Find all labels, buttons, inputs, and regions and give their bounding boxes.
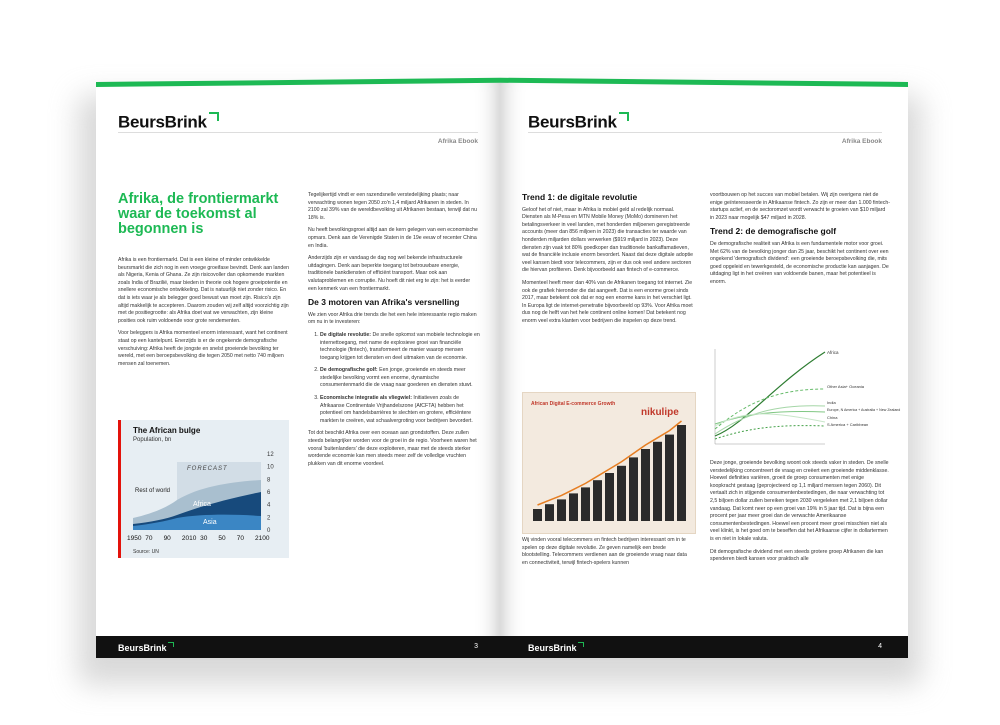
paragraph: Tegelijkertijd vindt er een razendsnelle verstedelijking plaats; naar verwachting wonen tegen 2050 zo'n 1,4 miljard Afrikanen in steden. In 2100 zal 39% van de wereldbevolking uit Afrikanen bestaan, terwijl dat nu 18% is.: [308, 192, 477, 221]
paragraph: Deze jonge, groeiende bevolking woont ook steeds vaker in steden. De snelle verstedelijking concentreert de vraag en creëert een groeiende middenklasse. Hoewel definities variëren, groeit de groep consumenten met enige koopkracht gestaag (geprojecteerd op 1,1 miljard mensen tegen 2060). Dit vertaalt zich in stijgende consumentenbestedingen, die naar verwachting tot 2,5 biljoen dollar zullen bereiken tegen 2030 vergeleken met 2,1 biljoen dollar vandaag. Dat komt neer op een groei van 19% in 5 jaar tijd. Dat is bijna een procent per jaar meer groei dan de verwachte Amerikaanse consumentenbestedingen. Hoewel een procent meer groei misschien niet als veel klinkt, is het goed om te beseffen dat het Afrikaanse cijfer in dollartermen is en niet in lokale valuta.: [710, 460, 889, 542]
paragraph: Nu heeft bevolkingsgroei altijd aan de kern gelegen van een economische opmars. Denk aan de Verenigde Staten in de 19e eeuw of recenter China en India.: [308, 227, 478, 249]
section-heading: Trend 1: de digitale revolutie: [522, 192, 638, 202]
chart-title: The African bulge: [133, 426, 201, 435]
x-tick-label: 2010: [181, 535, 197, 542]
line-africa: [715, 352, 825, 436]
chart-source: Source: UN: [133, 549, 159, 555]
list-item: 1. De digitale revolutie: De snelle opkomst van mobiele technologie en internettoegang, met name de explosieve groei van financiële technologie (fintech), transformeert de manier waarop mensen toegang krijgen tot diensten en deel uitmaken van de economie.: [320, 332, 480, 362]
header-divider: [118, 132, 478, 133]
sales-svg: [523, 393, 695, 533]
line-label: India: [827, 400, 836, 405]
section-heading: De 3 motoren van Afrika's versnelling: [308, 297, 460, 308]
page-title: Afrika, de frontiermarkt waar de toekomst al begonnen is: [118, 191, 279, 237]
line-europe: [715, 412, 825, 425]
left-col2: [308, 192, 480, 473]
x-ticks: [127, 535, 270, 542]
y-tick-label: 10: [267, 464, 274, 471]
paragraph: Voor beleggers is Afrika momenteel enorm interessant, want het continent staat op een kantelpunt. Enerzijds is er de ongekende demografische verschuiving: Afrika heeft de jongste en snelst groeiende bevolking ter wereld, met een beroepsbevolking die tegen 2050 met netto 740 miljoen mensen zal toenemen.: [118, 330, 288, 367]
bar: [629, 457, 638, 521]
x-tick-label: 70: [236, 535, 244, 542]
header-label: Afrika Ebook: [841, 138, 882, 145]
chart-brand-label: nikulipe: [641, 407, 679, 418]
x-tick-label: 50: [218, 535, 226, 542]
chart-title: African Digital E-commerce Growth: [531, 401, 616, 407]
bar: [569, 493, 578, 521]
y-tick-label: 0: [267, 528, 271, 534]
y-tick-label: 2: [267, 515, 271, 522]
label-asia: Asia: [203, 519, 217, 526]
line-india: [715, 406, 825, 434]
brand-logo: BeursBrink: [118, 112, 219, 133]
label-rest-of-world: Rest of world: [135, 488, 171, 494]
line-label: Africa: [827, 350, 839, 355]
bulge-svg: [121, 420, 289, 558]
bar: [677, 425, 686, 521]
y-tick-label: 4: [267, 502, 271, 509]
header-label: Afrika Ebook: [437, 138, 478, 145]
left-page: [96, 82, 500, 658]
paragraph: Wij vinden vooral telecommers en fintech bedrijven interessant om in te spelen op deze digitale revolutie. Ze geven namelijk een brede blootstelling. Telecommers verdienen aan de groeiende vraag naar data en connectiviteit, terwijl fintech-spelers kunnen: [522, 537, 687, 566]
bar: [653, 442, 662, 521]
y-tick-label: 6: [267, 490, 271, 496]
bar: [533, 509, 542, 521]
bar: [665, 435, 674, 521]
page-number: 4: [878, 643, 882, 650]
bar: [593, 480, 602, 521]
left-col1: [118, 257, 290, 373]
footer-tick-icon: [168, 642, 174, 647]
bar: [557, 499, 566, 521]
paragraph: Anderzijds zijn er vandaag de dag nog wel bekende infrastructurele uitdagingen. Denk aan beperkte toegang tot betrouwbare energie, traditionele bankdiensten of efficiënt transport. Maar ook aan valutaproblemen en corruptie. Nu hoeft dit niet erg te zijn: het is eerder een kenmerk van een frontiermarkt.: [308, 255, 471, 292]
x-tick-label: 30: [200, 535, 208, 542]
paragraph: We zien voor Afrika drie trends die het een hele interessante regio maken om nu in te investeren:: [308, 311, 477, 326]
section-heading: Trend 2: de demografische golf: [710, 226, 837, 237]
green-top-bar: [500, 78, 908, 87]
page-footer: [500, 636, 908, 658]
line-label: China: [827, 415, 838, 420]
x-tick-label: 90: [163, 535, 171, 542]
logo-tick-icon: [619, 112, 629, 121]
green-top-bar: [96, 78, 500, 87]
page-number: 3: [474, 643, 478, 650]
paragraph: Dit demografische dividend met een steeds grotere groep Afrikanen die kan spenderen biedt kansen voor praktisch alle: [710, 548, 884, 563]
paragraph: Momenteel heeft meer dan 40% van de Afrikanen toegang tot internet. Zie ook de grafiek hieronder die dat aangeeft. Dat is een enorme groei sinds 2017, maar betekent ook dat er nog een enorme kans in het verschiet ligt. In Europa ligt de internet-penetratie bijvoorbeeld op 93%. Voor Afrika moet dus nog de helft van het hele continent online komen! Dat betekent nog enorm veel extra klanten voor bedrijven die inspelen op deze trend.: [522, 279, 693, 324]
list-item: 3. Economische integratie als vliegwiel: Initiatieven zoals de Afrikaanse Continentale Vrijhandelszone (AfCFTA) hebben het potentieel om handelsbarrières te slechten en grotere, efficiëntere markten te creëren, wat schaalvergroting voor bedrijven bevordert.: [320, 395, 480, 425]
paragraph: Tot dot beschikt Afrika over een oceaan aan grondstoffen. Deze zullen steeds belangrijker worden voor de groei in de regio. Voorheen waren het vooral 'buitenlanders' die deze exploiteren, maar met de steeds sterker wordende economie kan men steeds meer zelf de volledige vruchten plukken van dit enorme voordeel.: [308, 430, 477, 467]
right-col2: [710, 192, 890, 292]
page-footer: [96, 636, 500, 658]
line-label: Europe, N America + Australia + New Zealand: [827, 408, 901, 412]
motors-list: [308, 332, 480, 426]
ecommerce-growth-chart: [522, 392, 696, 534]
right-col1-cont: [522, 537, 694, 572]
label-africa: Africa: [193, 501, 211, 508]
right-page: [500, 82, 908, 658]
footer-logo: BeursBrink: [118, 642, 174, 653]
list-item: 2. De demografische golf: Een jonge, groeiende en steeds meer stedelijke bevolking vormt een enorme, dynamische consumentenmarkt die de vraag naar goederen en diensten stuwt.: [320, 367, 480, 390]
footer-tick-icon: [578, 642, 584, 647]
y-ticks: [267, 452, 274, 534]
paragraph: voortbouwen op het succes van mobiel betalen. Wij zijn overigens niet de enige geïnteresseerde in Afrikaanse fintech. Zo zijn er meer dan 1.000 fintech-startups actief, en de sectoromzet wordt verwacht te groeien van $10 miljard in 2023 naar mogelijk $47 miljard in 2028.: [710, 192, 890, 221]
population-line-chart: [705, 344, 901, 452]
paragraph: Geloof het of niet, maar in Afrika is mobiel geld al redelijk normaal. Diensten als M-Pesa en MTN Mobile Money (MoMo) domineren het betalingsverkeer in veel landen, met honderden miljoenen geregistreerde accounts (meer dan 856 miljoen in 2023) die transacties ter waarde van honderden miljarden dollars verwerken ($919 miljard in 2023). Deze diensten zijn vaak tot 80% goedkoper dan traditionele bankaffamatieven, wat de financiële inclusie enorm bevordert. Naast dat deze digitale adoptie veel kansen biedt voor telecommers, zijn er dus ook veel andere sectoren die hiervan profiteren. Denk bijvoorbeeld aan fintech of e-commerce.: [522, 206, 694, 274]
bars: [533, 425, 686, 521]
line-label: S America + Caribbean: [827, 422, 869, 427]
right-col2-cont: [710, 460, 890, 569]
header-divider: [528, 132, 882, 133]
paragraph: Afrika is een frontiermarkt. Dat is een kleine of minder ontwikkelde beursmarkt die zich nog in een vroege groeifase bevindt. Denk aan landen als Nigeria, Kenia of Ghana. Ze zijn risicovoller dan opkomende markten zoals India of Brazilië, maar bieden in theorie ook hogere groeipotentie en snellere economische ontwikkeling. Dat is natuurlijk niet zonder risico. En dat is iets waar je als belegger goed bewust van moet zijn. Risico's zijn altijd makkelijk te accepteren. Daarom zouden wij zelf altijd voorzichtig zijn met de positiegrootte: als Afrika doet wat we verwachten, zijn kleine posities ook ruim voldoende voor grote rendementen.: [118, 257, 290, 324]
y-tick-label: 12: [267, 452, 274, 458]
forecast-label: FORECAST: [187, 466, 228, 472]
line-label: Other Asia+ Oceania: [827, 384, 865, 389]
x-tick-label: 1950: [127, 535, 142, 542]
brand-logo: BeursBrink: [528, 112, 629, 133]
bar: [641, 449, 650, 521]
bar: [617, 466, 626, 521]
paragraph: De demografische realiteit van Afrika is een fundamentele motor voor groei. Met 62% van de bevolking jonger dan 25 jaar, beschikt het continent over een ongekend 'demografisch dividend': een groeiende beroepsbevolking die, mits goed opgeleid en tewerkgesteld, de economische productie kan aanjagen. De uitdaging ligt in het creëren van voldoende banen, maar het potentieel is enorm.: [710, 240, 889, 285]
chart-subtitle: Population, bn: [133, 437, 172, 443]
x-tick-label: 2100: [255, 535, 270, 542]
african-bulge-chart: [118, 420, 289, 558]
bar: [605, 473, 614, 521]
footer-logo: BeursBrink: [528, 642, 584, 653]
bar: [545, 504, 554, 521]
bar: [581, 487, 590, 521]
right-col1: [522, 194, 694, 331]
y-tick-label: 8: [267, 477, 271, 484]
logo-tick-icon: [209, 112, 219, 121]
x-tick-label: 70: [145, 535, 153, 542]
